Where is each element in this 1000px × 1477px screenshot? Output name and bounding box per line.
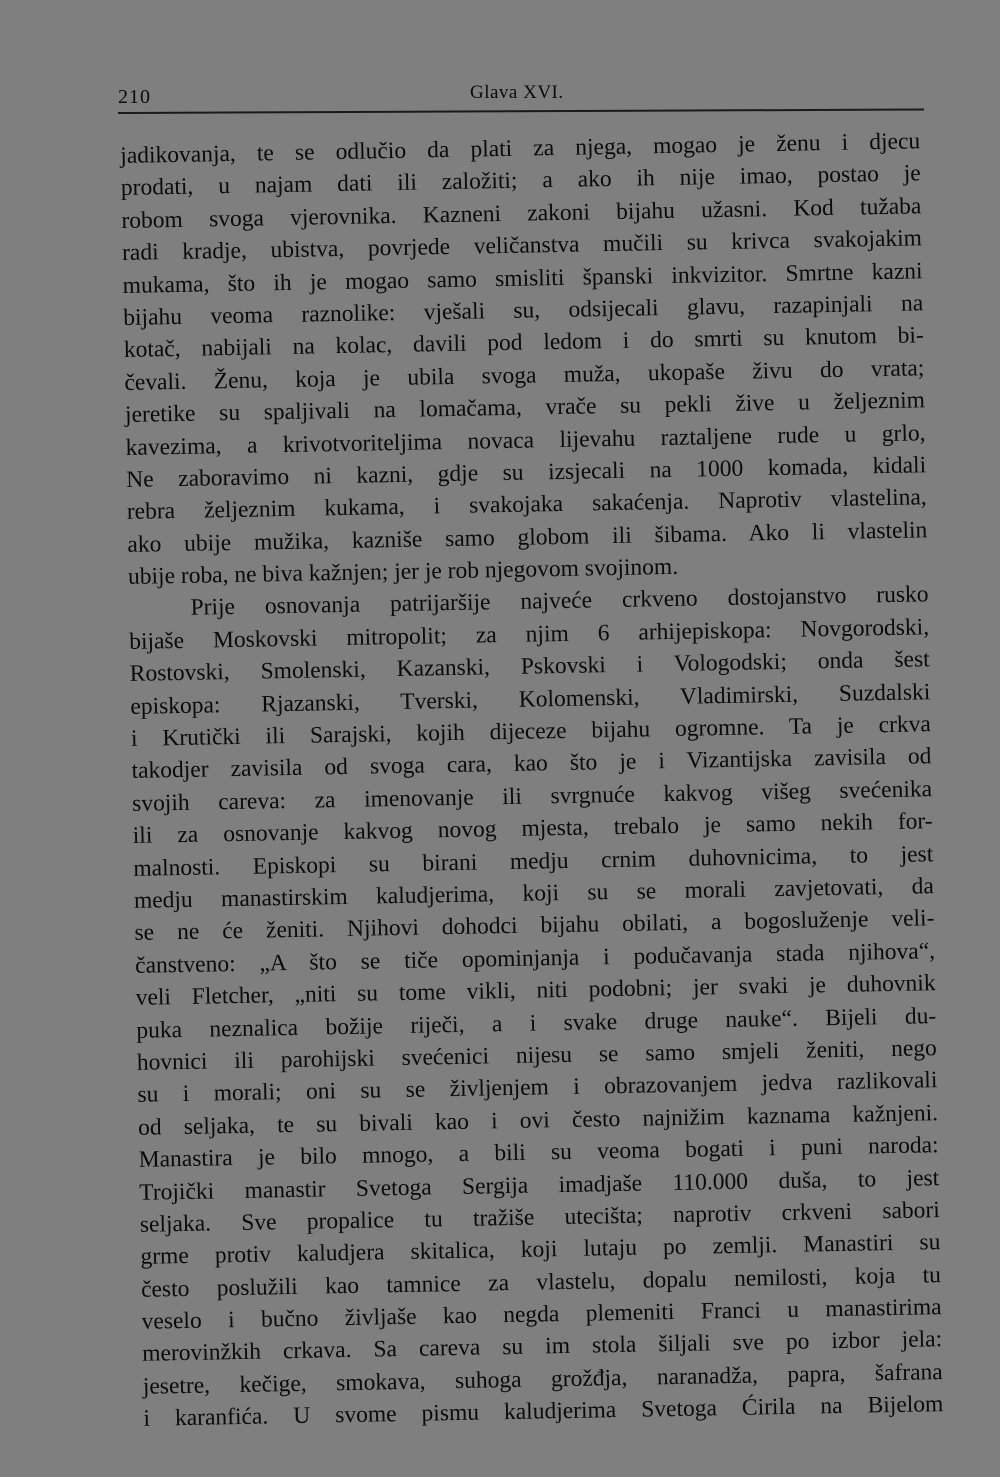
text-line: rebra željeznim kukama, i svakojaka sakaćenja. Naprotiv vlastelina, (126, 484, 927, 526)
body-text (120, 125, 964, 1435)
text-line: Manastira je bilo mnogo, a bili su veoma bogati i puni naroda: (138, 1132, 939, 1173)
text-line: od seljaka, te su bivali kao i ovi često najnižim kaznama kažnjeni. (137, 1099, 939, 1141)
text-line: Ne zaboravimo ni kazni, gdje su izsjecali na 1000 komada, kidali (125, 452, 927, 493)
text-line: i karanfića. U svome pismu kaludjerima Svetoga Ćirila na Bijelom (143, 1391, 944, 1433)
text-line: radi kradje, ubistva, povrjede veličanstva mučili su krivca svakojakim (121, 225, 923, 267)
text-line: bijaše Moskovski mitropolit; za njim 6 arhijepiskopa: Novgorodski, (128, 614, 930, 655)
text-line: bijahu veoma raznolike: vješali su, odsijecali glavu, razapinjali na (123, 290, 924, 331)
text-line: Trojički manastir Svetoga Sergija imadjaše 110.000 duša, to jest (139, 1164, 940, 1206)
text-line: jeretike su spaljivali na lomačama, vrače su pekli žive u željeznim (124, 387, 926, 429)
text-line: Rostovski, Smolenski, Kazanski, Pskovski i Vologodski; onda šest (129, 646, 930, 688)
text-line: grme protiv kaludjera skitalica, koji lutaju po zemlji. Manastiri su (140, 1229, 941, 1271)
text-line: takodjer zavisila od svoga cara, kao što je i Vizantijska zavisila od (131, 743, 932, 785)
text-line: episkopa: Rjazanski, Tverski, Kolomenski, Vladimirski, Suzdalski (130, 678, 931, 720)
text-line: i Krutički ili Sarajski, kojih dijeceze bijahu ogromne. Ta je crkva (130, 711, 932, 752)
page-header (118, 82, 924, 116)
text-line: su i morali; oni su se življenjem i obrazovanjem jedva razlikovali (137, 1067, 938, 1109)
text-line: seljaka. Sve propalice tu tražiše utecišta; naprotiv crkveni sabori (139, 1197, 940, 1238)
text-line: robom svoga vjerovnika. Kazneni zakoni bijahu užasni. Kod tužaba (121, 193, 922, 234)
text-line: kavezima, a krivotvoriteljima novaca lijevahu raztaljene rude u grlo, (125, 419, 926, 461)
text-line: čanstveno: „A što se tiče opominjanja i podučavanja stada njihova“, (134, 937, 936, 979)
text-line: mukama, što ih je mogao samo smisliti španski inkvizitor. Smrtne kazni (122, 257, 923, 299)
page-number: 210 (118, 86, 151, 108)
text-line: merovinžkih crkava. Sa careva su im stola šiljali sve po izbor jela: (142, 1326, 943, 1368)
text-line: puka neznalica božije riječi, a i svake druge nauke“. Bijeli du- (136, 1002, 937, 1044)
text-line: Prije osnovanja patrijaršije najveće crkveno dostojanstvo rusko (190, 581, 929, 622)
text-line: kotač, nabijali na kolac, davili pod ledom i do smrti su knutom bi- (123, 322, 924, 364)
text-line: čevali. Ženu, koja je ubila svoga muža, ukopaše živu do vrata; (124, 355, 925, 396)
text-line: svojih careva: za imenovanje ili svrgnuće kakvog višeg svećenika (131, 776, 933, 817)
text-line: prodati, u najam dati ili založiti; a ako ih nije imao, postao je (120, 160, 921, 202)
running-head: Glava XVI. (470, 82, 564, 103)
text-line: jesetre, kečige, smokava, suhoga grožđja, naranadža, papra, šafrana (142, 1358, 943, 1400)
text-line: malnosti. Episkopi su birani medju crnim duhovnicima, to jest (133, 840, 934, 882)
text-line: ili za osnovanje kakvog novog mjesta, trebalo je samo nekih for- (132, 808, 933, 850)
text-line: hovnici ili parohijski svećenici nijesu se samo smjeli ženiti, nego (136, 1035, 938, 1076)
text-line: veli Fletcher, „niti su tome vikli, niti podobni; jer svaki je duhovnik (135, 970, 936, 1012)
text-line: često poslužili kao tamnice za vlastelu, dopalu nemilosti, koja tu (140, 1261, 942, 1303)
text-line: ubije roba, ne biva kažnjen; jer je rob njegovom svojinom. (127, 553, 679, 591)
text-line: ako ubije mužika, kazniše samo globom ili šibama. Ako li vlastelin (127, 516, 928, 558)
header-rule (118, 108, 924, 114)
text-line: medju manastirskim kaludjerima, koji su se morali zavjetovati, da (133, 873, 935, 914)
text-line: veselo i bučno življaše kao negda plemeniti Franci u manastirima (141, 1294, 942, 1335)
text-line: jadikovanja, te se odlučio da plati za njega, mogao je ženu i djecu (120, 128, 921, 169)
text-line: se ne će ženiti. Njihovi dohodci bijahu obilati, a bogosluženje veli- (134, 905, 935, 947)
